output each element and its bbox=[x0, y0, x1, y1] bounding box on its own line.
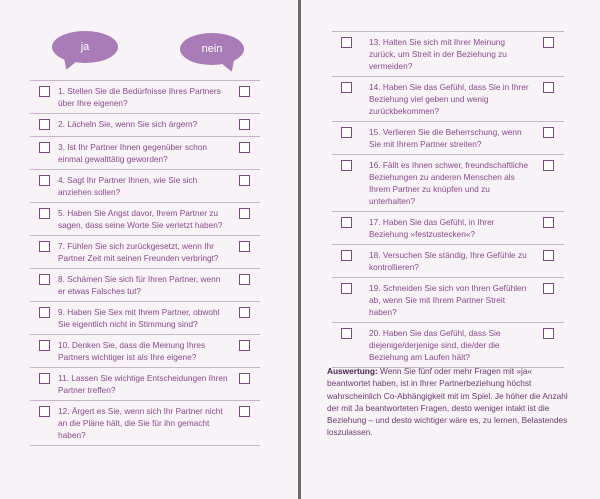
question-row bbox=[332, 31, 564, 76]
yes-checkbox[interactable] bbox=[341, 127, 352, 138]
no-checkbox[interactable] bbox=[239, 208, 250, 219]
question-list-left bbox=[30, 80, 260, 446]
question-row bbox=[332, 121, 564, 154]
left-page bbox=[0, 0, 298, 499]
question-text: 17. Haben Sie das Gefühl, in Ihrer Beziehung »festzustecken«? bbox=[369, 217, 495, 239]
no-label: nein bbox=[201, 43, 223, 55]
question-row bbox=[30, 113, 260, 136]
yes-checkbox[interactable] bbox=[341, 250, 352, 261]
evaluation-text: Wenn Sie fünf oder mehr Fragen mit »ja« beantwortet haben, ist in Ihrer Partnerbeziehung höchst wahrscheinlich Co-Abhängigkeit mit im Spiel. Je höher die Anzahl der mit Ja beantworteten Fragen, desto weniger intakt ist die Beziehung – und desto wichtiger wäre es, zu lernen, Belastendes loszulassen. bbox=[327, 366, 568, 438]
bubble-tail bbox=[223, 60, 238, 74]
yes-checkbox[interactable] bbox=[39, 373, 50, 384]
evaluation-label: Auswertung: bbox=[327, 366, 378, 376]
question-row bbox=[30, 136, 260, 169]
question-row bbox=[30, 334, 260, 367]
question-text: 2. Lächeln Sie, wenn Sie sich ärgern? bbox=[58, 119, 198, 129]
no-checkbox[interactable] bbox=[543, 37, 554, 48]
bubble-tail bbox=[61, 58, 76, 72]
question-text: 1. Stellen Sie die Bedürfnisse Ihres Partners über Ihre eigenen? bbox=[58, 86, 221, 108]
no-checkbox[interactable] bbox=[239, 142, 250, 153]
question-list-right bbox=[332, 31, 564, 368]
question-row bbox=[30, 268, 260, 301]
no-bubble bbox=[180, 33, 244, 65]
question-text: 4. Sagt Ihr Partner Ihnen, wie Sie sich anziehen sollen? bbox=[58, 175, 198, 197]
yes-checkbox[interactable] bbox=[341, 328, 352, 339]
yes-checkbox[interactable] bbox=[39, 307, 50, 318]
question-text: 19. Schneiden Sie sich von Ihren Gefühlen ab, wenn Sie mit Ihrem Partner Streit haben? bbox=[369, 283, 527, 317]
question-text: 13. Halten Sie sich mit Ihrer Meinung zurück, um Streit in der Beziehung zu vermeiden? bbox=[369, 37, 507, 71]
no-checkbox[interactable] bbox=[543, 160, 554, 171]
question-text: 11. Lassen Sie wichtige Entscheidungen Ihren Partner treffen? bbox=[58, 373, 228, 395]
question-row bbox=[332, 76, 564, 121]
no-checkbox[interactable] bbox=[543, 217, 554, 228]
no-checkbox[interactable] bbox=[239, 373, 250, 384]
yes-checkbox[interactable] bbox=[39, 86, 50, 97]
no-checkbox[interactable] bbox=[239, 274, 250, 285]
question-row bbox=[30, 367, 260, 400]
no-checkbox[interactable] bbox=[543, 283, 554, 294]
question-text: 12. Ärgert es Sie, wenn sich Ihr Partner nicht an die Pläne hält, die Sie für ihn gemacht haben? bbox=[58, 406, 223, 440]
no-checkbox[interactable] bbox=[543, 328, 554, 339]
question-row bbox=[332, 322, 564, 368]
question-text: 10. Denken Sie, dass die Meinung Ihres Partners wichtiger ist als Ihre eigene? bbox=[58, 340, 206, 362]
no-checkbox[interactable] bbox=[239, 307, 250, 318]
question-row bbox=[30, 169, 260, 202]
question-text: 3. Ist Ihr Partner Ihnen gegenüber schon einmal gewalttätig geworden? bbox=[58, 142, 207, 164]
yes-checkbox[interactable] bbox=[341, 217, 352, 228]
yes-checkbox[interactable] bbox=[341, 37, 352, 48]
question-text: 14. Haben Sie das Gefühl, dass Sie in Ihrer Beziehung viel geben und wenig zurückbekommen? bbox=[369, 82, 529, 116]
question-text: 18. Versuchen Sie ständig, Ihre Gefühle zu kontrollieren? bbox=[369, 250, 527, 272]
no-checkbox[interactable] bbox=[543, 250, 554, 261]
yes-checkbox[interactable] bbox=[39, 340, 50, 351]
no-checkbox[interactable] bbox=[239, 340, 250, 351]
question-text: 20. Haben Sie das Gefühl, dass Sie diejenige/derjenige sind, die/der die Beziehung am Laufen hält? bbox=[369, 328, 501, 362]
question-text: 15. Verlieren Sie die Beherrschung, wenn Sie mit Ihrem Partner streiten? bbox=[369, 127, 522, 149]
no-checkbox[interactable] bbox=[543, 127, 554, 138]
question-text: 5. Haben Sie Angst davor, Ihrem Partner zu sagen, dass seine Worte Sie verletzt haben? bbox=[58, 208, 223, 230]
question-text: 16. Fällt es Ihnen schwer, freundschaftliche Beziehungen zu anderen Menschen als Ihrem Partner zu knüpfen und zu unterhalten? bbox=[369, 160, 529, 206]
yes-bubble bbox=[52, 31, 118, 63]
yes-checkbox[interactable] bbox=[39, 406, 50, 417]
yes-checkbox[interactable] bbox=[341, 283, 352, 294]
no-checkbox[interactable] bbox=[239, 119, 250, 130]
question-row bbox=[332, 277, 564, 322]
yes-label: ja bbox=[80, 41, 90, 53]
no-checkbox[interactable] bbox=[239, 86, 250, 97]
question-text: 7. Fühlen Sie sich zurückgesetzt, wenn Ihr Partner Zeit mit seinen Freunden verbringt? bbox=[58, 241, 219, 263]
evaluation-box bbox=[327, 365, 572, 439]
no-checkbox[interactable] bbox=[239, 406, 250, 417]
question-row bbox=[30, 202, 260, 235]
question-row bbox=[30, 400, 260, 446]
question-text: 9. Haben Sie Sex mit Ihrem Partner, obwohl Sie eigentlich nicht in Stimmung sind? bbox=[58, 307, 220, 329]
no-checkbox[interactable] bbox=[543, 82, 554, 93]
question-row bbox=[30, 301, 260, 334]
yes-checkbox[interactable] bbox=[39, 142, 50, 153]
yes-checkbox[interactable] bbox=[39, 175, 50, 186]
question-row bbox=[332, 154, 564, 211]
question-row bbox=[30, 235, 260, 268]
question-row bbox=[30, 80, 260, 113]
yes-checkbox[interactable] bbox=[39, 119, 50, 130]
yes-checkbox[interactable] bbox=[39, 241, 50, 252]
yes-checkbox[interactable] bbox=[39, 274, 50, 285]
yes-checkbox[interactable] bbox=[39, 208, 50, 219]
question-text: 8. Schämen Sie sich für Ihren Partner, wenn er etwas Falsches tut? bbox=[58, 274, 221, 296]
no-checkbox[interactable] bbox=[239, 175, 250, 186]
question-row bbox=[332, 244, 564, 277]
question-row bbox=[332, 211, 564, 244]
yes-checkbox[interactable] bbox=[341, 82, 352, 93]
yes-checkbox[interactable] bbox=[341, 160, 352, 171]
no-checkbox[interactable] bbox=[239, 241, 250, 252]
